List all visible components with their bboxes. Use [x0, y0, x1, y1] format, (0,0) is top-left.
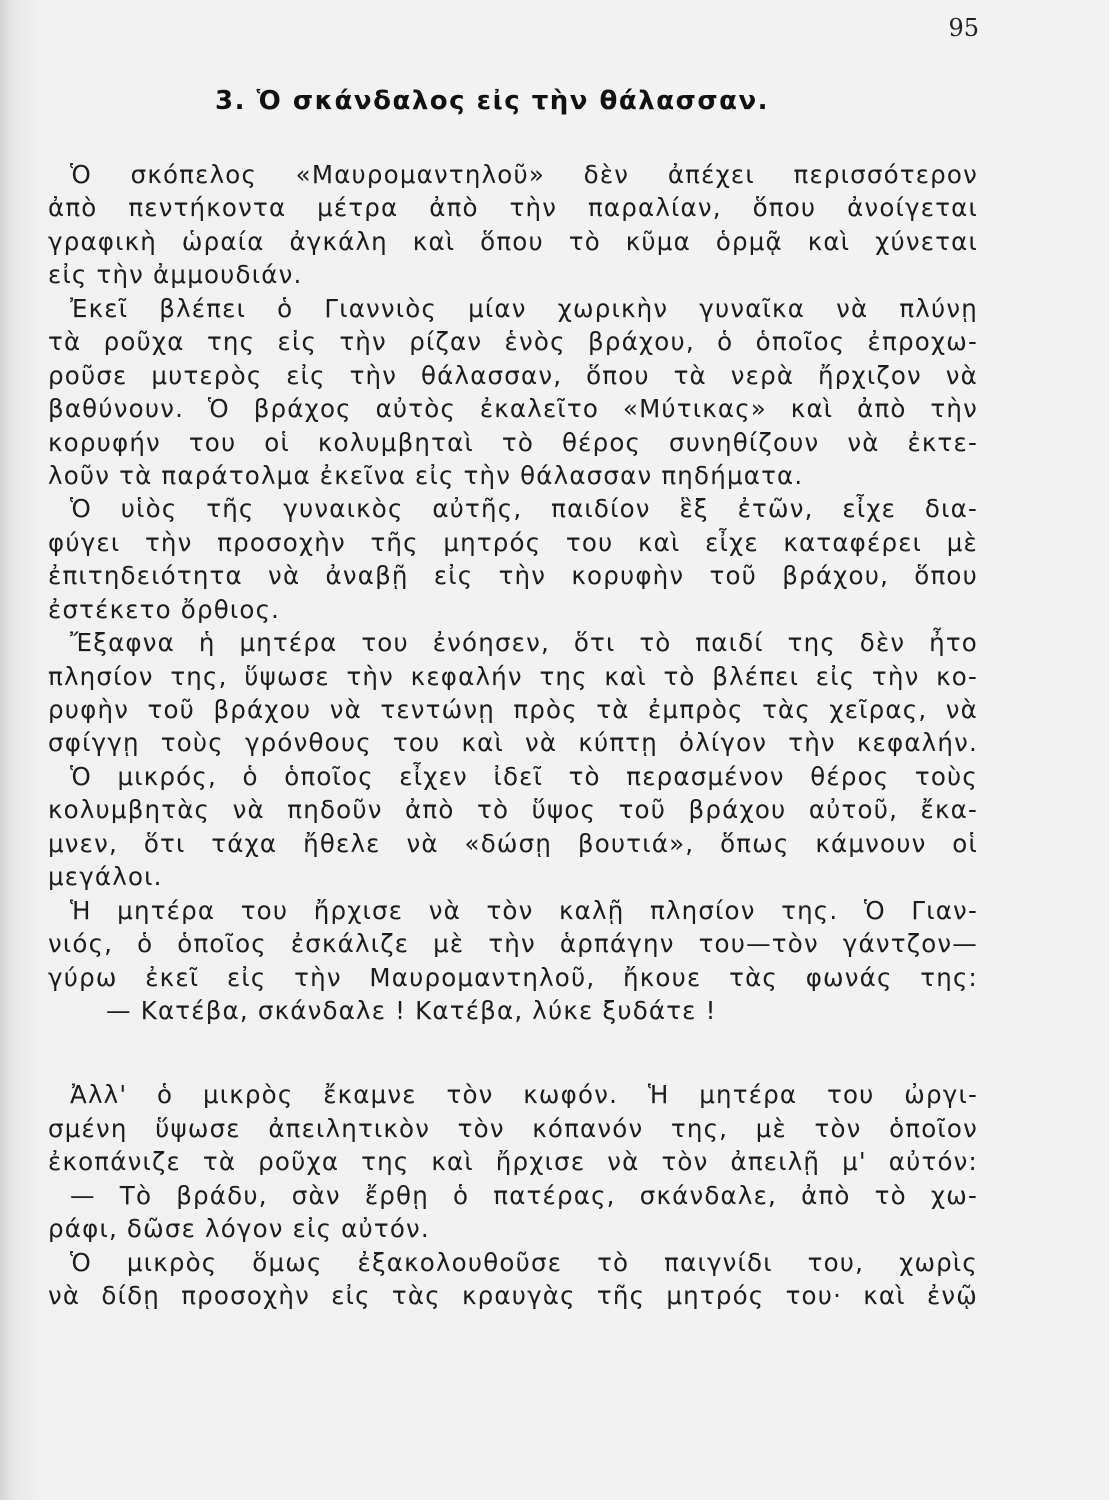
text-line: σμένη ὕψωσε ἀπειλητικὸν τὸν κόπανόν της, μὲ τὸν ὁποῖον — [48, 1113, 978, 1143]
text-line: ἐκοπάνιζε τὰ ροῦχα της καὶ ἤρχισε νὰ τὸν ἀπειλῇ μ' αὐτόν: — [48, 1147, 978, 1177]
text-line: Ὁ μικρὸς ὅμως ἐξακολουθοῦσε τὸ παιγνίδι του, χωρὶς — [70, 1247, 978, 1277]
text-line: βαθύνουν. Ὁ βράχος αὐτὸς ἐκαλεῖτο «Μύτικας» καὶ ἀπὸ τὴν — [48, 394, 978, 424]
text-line: κορυφήν του οἱ κολυμβηταὶ τὸ θέρος συνηθίζουν νὰ ἐκτε- — [48, 427, 978, 457]
page-number: 95 — [948, 14, 979, 42]
text-line: νὰ δίδῃ προσοχὴν εἰς τὰς κραυγὰς τῆς μητρός του· καὶ ἐνῷ — [48, 1281, 978, 1310]
text-line: μνεν, ὅτι τάχα ἤθελε νὰ «δώσῃ βουτιά», ὅπως κάμνουν οἱ — [48, 828, 978, 858]
text-line: εἰς τὴν ἀμμουδιάν. — [48, 260, 303, 290]
text-line: φύγει τὴν προσοχὴν τῆς μητρός του καὶ εἶχε καταφέρει μὲ — [48, 527, 978, 557]
text-line: μεγάλοι. — [48, 862, 163, 892]
text-line: ἀπὸ πεντήκοντα μέτρα ἀπὸ τὴν παραλίαν, ὅπου ἀνοίγεται — [48, 193, 978, 223]
text-line: τὰ ροῦχα της εἰς τὴν ρίζαν ἑνὸς βράχου, ὁ ὁποῖος ἐπροχω- — [48, 327, 978, 357]
text-line: Ἀλλ' ὁ μικρὸς ἔκαμνε τὸν κωφόν. Ἡ μητέρα του ὠργι- — [70, 1080, 978, 1110]
text-line: ρυφὴν τοῦ βράχου νὰ τεντώνῃ πρὸς τὰ ἐμπρὸς τὰς χεῖρας, νὰ — [48, 695, 978, 724]
text-line: νιός, ὁ ὁποῖος ἐσκάλιζε μὲ τὴν ἁρπάγην του—τὸν γάντζον— — [48, 929, 978, 959]
text-line: Ὁ υἱὸς τῆς γυναικὸς αὐτῆς, παιδίον ἓξ ἐτῶν, εἶχε δια- — [70, 494, 978, 524]
text-line: Ὁ σκόπελος «Μαυρομαντηλοῦ» δὲν ἀπέχει περισσότερον — [70, 160, 978, 189]
text-line: ἐπιτηδειότητα νὰ ἀναβῇ εἰς τὴν κορυφὴν τοῦ βράχου, ὅπου — [48, 561, 978, 591]
text-line: σφίγγῃ τοὺς γρόνθους του καὶ νὰ κύπτῃ ὀλίγον τὴν κεφαλήν. — [48, 728, 978, 758]
text-line: — Κατέβα, σκάνδαλε ! Κατέβα, λύκε ξυδάτε ! — [106, 995, 717, 1025]
text-line: ράφι, δῶσε λόγον εἰς αὐτόν. — [48, 1214, 430, 1244]
text-line: ροῦσε μυτερὸς εἰς τὴν θάλασσαν, ὅπου τὰ νερὰ ἤρχιζον νὰ — [48, 360, 978, 390]
text-line: πλησίον της, ὕψωσε τὴν κεφαλήν της καὶ τὸ βλέπει εἰς τὴν κο- — [48, 661, 978, 691]
text-line: λοῦν τὰ παράτολμα ἐκεῖνα εἰς τὴν θάλασσαν πηδήματα. — [48, 460, 804, 490]
text-line: Ἡ μητέρα του ἤρχισε νὰ τὸν καλῇ πλησίον της. Ὁ Γιαν- — [70, 895, 978, 925]
text-line: — Τὸ βράδυ, σὰν ἔρθῃ ὁ πατέρας, σκάνδαλε, ἀπὸ τὸ χω- — [70, 1180, 978, 1210]
text-line: ἐστέκετο ὄρθιος. — [48, 594, 281, 624]
text-line: Ἐκεῖ βλέπει ὁ Γιαννιὸς μίαν χωρικὴν γυναῖκα νὰ πλύνῃ — [70, 293, 978, 323]
section-title: 3. Ὁ σκάνδαλος εἰς τὴν θάλασσαν. — [215, 86, 770, 116]
text-line: Ἔξαφνα ἡ μητέρα του ἐνόησεν, ὅτι τὸ παιδί της δὲν ἦτο — [70, 628, 978, 658]
text-line: Ὁ μικρός, ὁ ὁποῖος εἶχεν ἰδεῖ τὸ περασμένον θέρος τοὺς — [70, 761, 978, 791]
text-line: κολυμβητὰς νὰ πηδοῦν ἀπὸ τὸ ὕψος τοῦ βράχου αὐτοῦ, ἔκα- — [48, 795, 978, 825]
text-line: γύρω ἐκεῖ εἰς τὴν Μαυρομαντηλοῦ, ἤκουε τὰς φωνάς της: — [48, 962, 978, 992]
body-text — [48, 158, 978, 1312]
paragraph-gap — [48, 1027, 978, 1078]
text-line: γραφικὴ ὡραία ἀγκάλη καὶ ὅπου τὸ κῦμα ὁρμᾷ καὶ χύνεται — [48, 226, 978, 256]
